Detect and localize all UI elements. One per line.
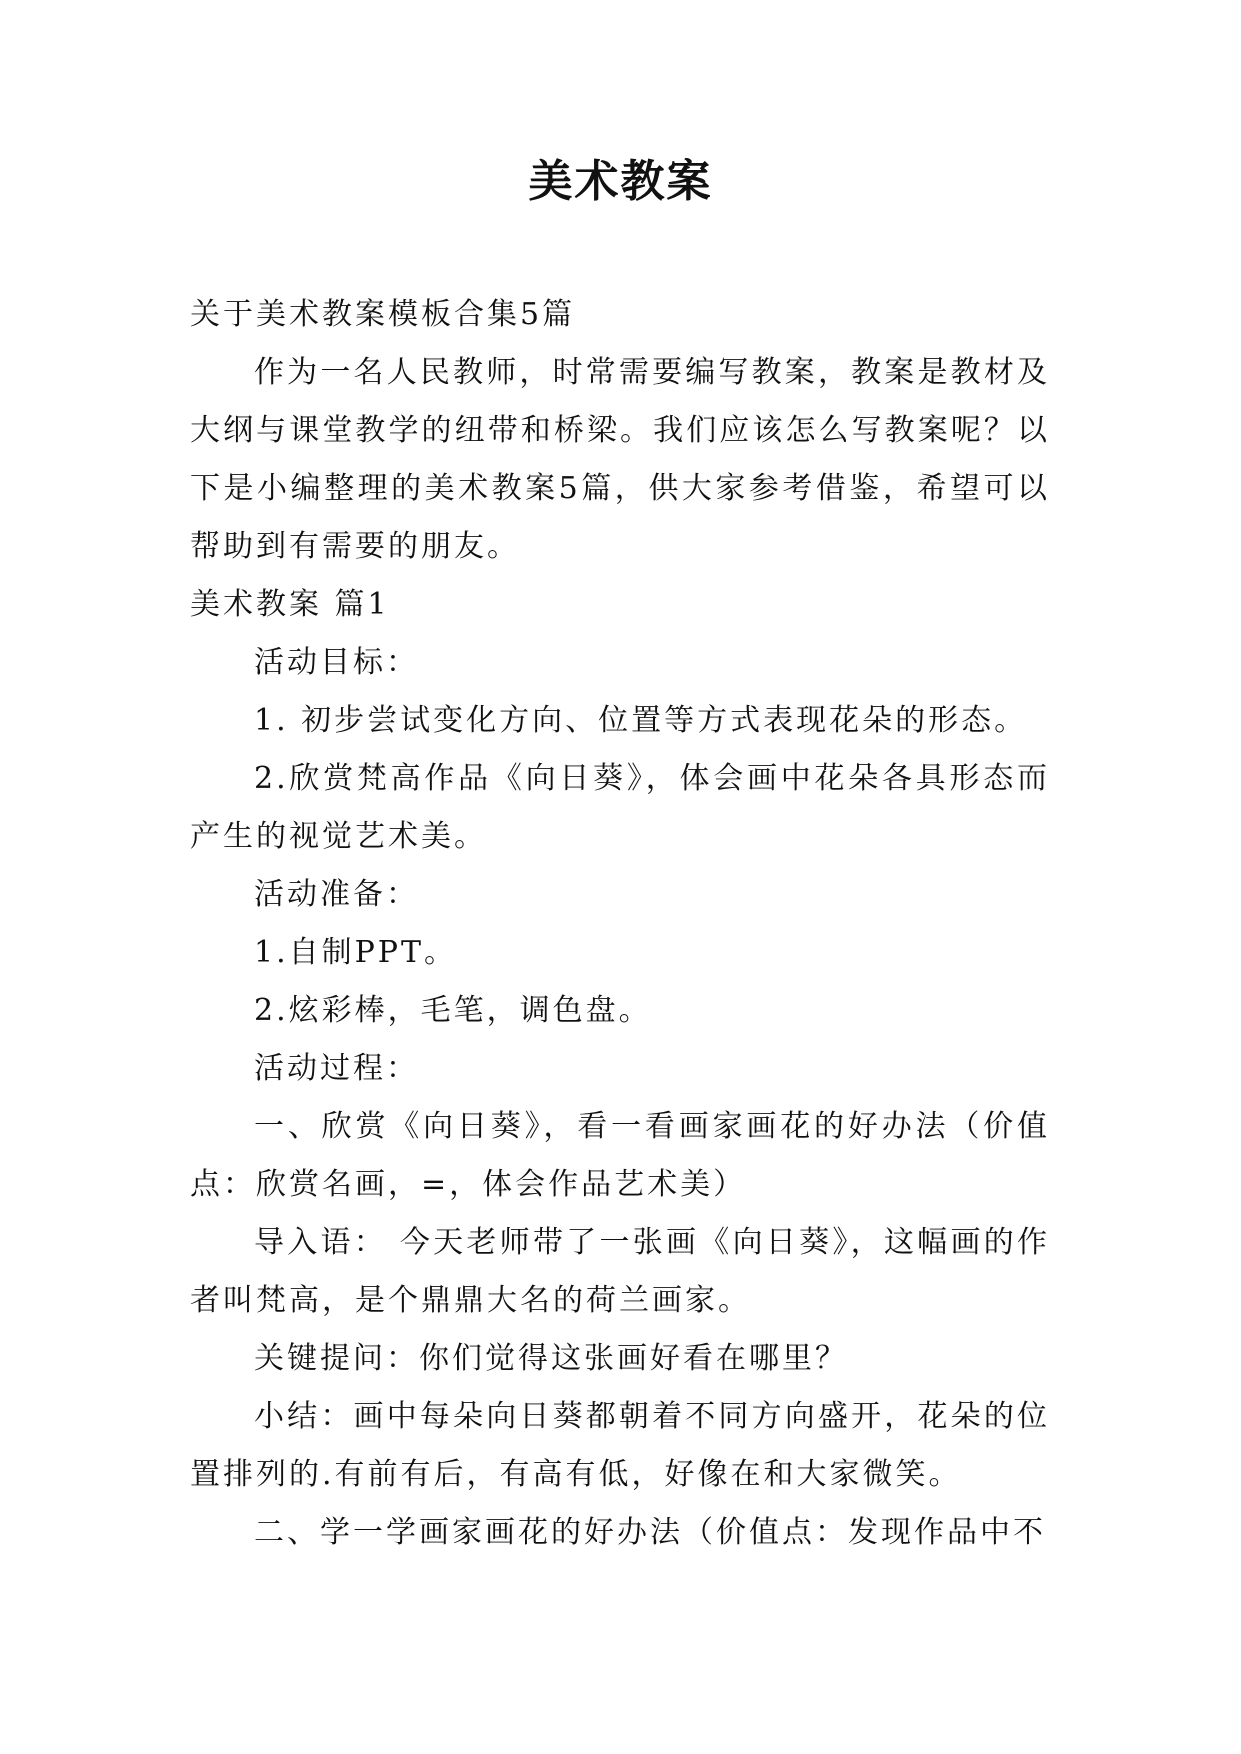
paragraph: 关键提问：你们觉得这张画好看在哪里？ (254, 1341, 848, 1376)
paragraph: 活动目标： (254, 645, 419, 680)
paragraph: 美术教案 篇1 (190, 587, 390, 622)
paragraph: 小结：画中每朵向日葵都朝着不同方向盛开，花朵的位置排列的.有前有后，有高有低，好像在和大家微笑。 (190, 1399, 1050, 1492)
paragraph: 一、欣赏《向日葵》，看一看画家画花的好办法（价值点：欣赏名画，=，体会作品艺术美） (190, 1109, 1050, 1202)
paragraph: 二、学一学画家画花的好办法（价值点：发现作品中不 (254, 1515, 1046, 1550)
document-body (190, 286, 1050, 1562)
paragraph: 1. 初步尝试变化方向、位置等方式表现花朵的形态。 (254, 703, 1028, 738)
paragraph: 作为一名人民教师，时常需要编写教案，教案是教材及大纲与课堂教学的纽带和桥梁。我们应该怎么写教案呢？以下是小编整理的美术教案5篇，供大家参考借鉴，希望可以帮助到有需要的朋友。 (190, 355, 1050, 564)
paragraph: 2.炫彩棒，毛笔，调色盘。 (254, 993, 652, 1028)
paragraph: 导入语： 今天老师带了一张画《向日葵》，这幅画的作者叫梵高，是个鼎鼎大名的荷兰画家。 (190, 1225, 1050, 1318)
paragraph: 1.自制PPT。 (254, 935, 458, 970)
paragraph: 活动过程： (254, 1051, 419, 1086)
paragraph: 2.欣赏梵高作品《向日葵》，体会画中花朵各具形态而产生的视觉艺术美。 (190, 761, 1050, 854)
paragraph: 关于美术教案模板合集5篇 (190, 297, 576, 332)
paragraph: 活动准备： (254, 877, 419, 912)
document-title: 美术教案 (528, 156, 713, 207)
